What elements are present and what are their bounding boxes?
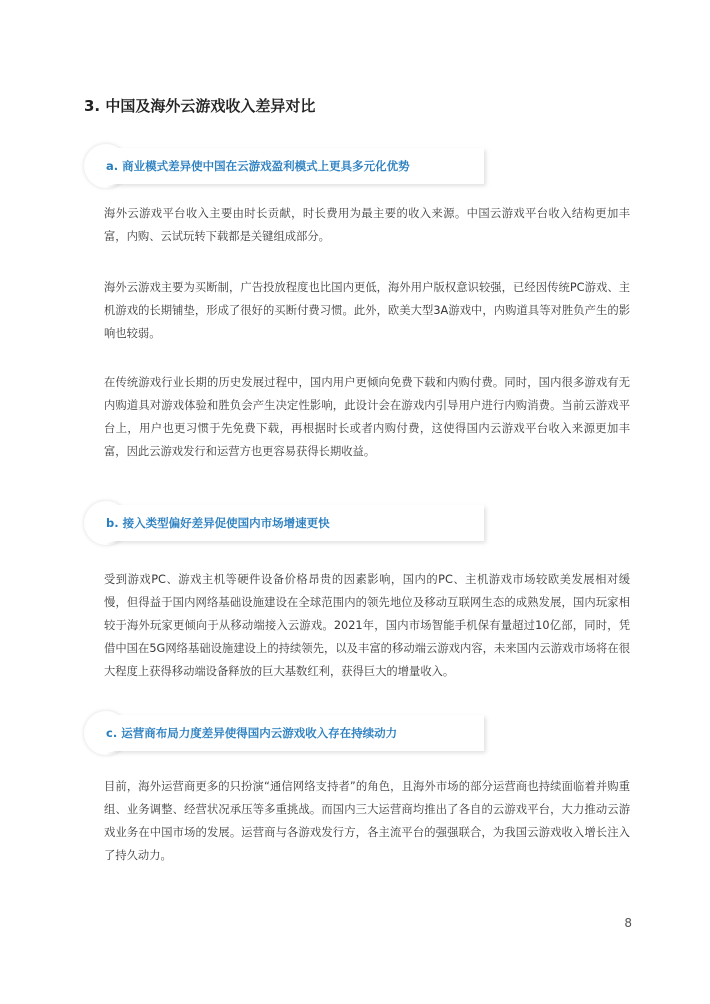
page-number: 8 <box>624 916 632 930</box>
section-title: 3. 中国及海外云游戏收入差异对比 <box>84 97 316 115</box>
paragraph-b-1: 受到游戏PC、游戏主机等硬件设备价格昂贵的因素影响，国内的PC、主机游戏市场较欧美发展相对缓慢，但得益于国内网络基础设施建设在全球范围内的领先地位及移动互联网生态的成熟发展，国内玩家相较于海外玩家更倾向于从移动端接入云游戏。2021年，国内市场智能手机保有量超过10亿部，同时，凭借中国在5G网络基础设施建设上的持续领先，以及丰富的移动端云游戏内容，未来国内云游戏市场将在很大程度上获得移动端设备释放的巨大基数红利，获得巨大的增量收入。 <box>104 573 630 678</box>
paragraph-a-2: 海外云游戏主要为买断制，广告投放程度也比国内更低，海外用户版权意识较强，已经因传统PC游戏、主机游戏的长期铺垫，形成了很好的买断付费习惯。此外，欧美大型3A游戏中，内购道具等对胜负产生的影响也较弱。 <box>104 281 630 340</box>
subsection-b-header <box>84 501 504 547</box>
paragraph-a-3: 在传统游戏行业长期的历史发展过程中，国内用户更倾向免费下载和内购付费。同时，国内很多游戏有无内购道具对游戏体验和胜负会产生决定性影响，此设计会在游戏内引导用户进行内购消费。当前云游戏平台上，用户也更习惯于先免费下载，再根据时长或者内购付费，这使得国内云游戏平台收入来源更加丰富，因此云游戏发行和运营方也更容易获得长期收益。 <box>104 376 630 458</box>
subsection-a-header <box>84 144 504 190</box>
subsection-b-title: b. 接入类型偏好差异促使国内市场增速更快 <box>106 516 330 530</box>
subsection-a-title: a. 商业模式差异使中国在云游戏盈利模式上更具多元化优势 <box>106 159 410 173</box>
paragraph-a-1: 海外云游戏平台收入主要由时长贡献，时长费用为最主要的收入来源。中国云游戏平台收入结构更加丰富，内购、云试玩转下载都是关键组成部分。 <box>104 207 630 243</box>
subsection-c-title: c. 运营商布局力度差异使得国内云游戏收入存在持续动力 <box>106 726 398 740</box>
paragraph-c-1: 目前，海外运营商更多的只扮演“通信网络支持者”的角色，且海外市场的部分运营商也持续面临着并购重组、业务调整、经营状况承压等多重挑战。而国内三大运营商均推出了各自的云游戏平台，大力推动云游戏业务在中国市场的发展。运营商与各游戏发行方，各主流平台的强强联合，为我国云游戏收入增长注入了持久动力。 <box>104 780 630 862</box>
subsection-c-header <box>84 711 504 757</box>
